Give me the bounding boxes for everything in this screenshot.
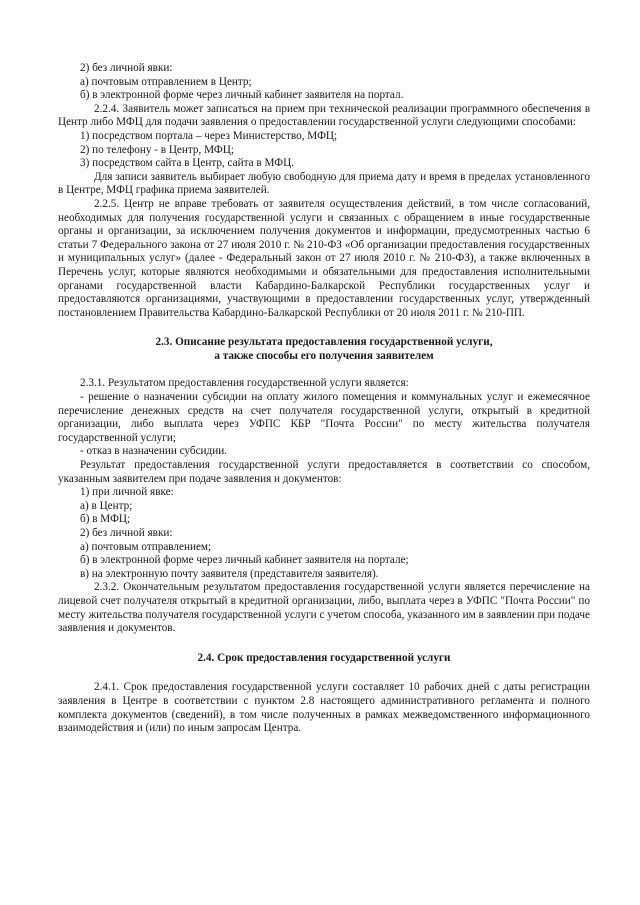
paragraph: Для записи заявитель выбирает любую свободную для приема дату и время в пределах установленного в Центре, МФЦ графика приема заявителей. [58, 170, 590, 197]
paragraph: 2.3.2. Окончательным результатом предоставления государственной услуги является перечисление на лицевой счет получателя открытый в кредитной организации, либо, выплата через в УФПС "Почта России" по месту жительства получателя государственной услуги с учетом способа, указанного им в заявлении при подаче заявления и документов. [58, 581, 590, 635]
paragraph: 2.2.5. Центр не вправе требовать от заявителя осуществления действий, в том числе согласований, необходимых для получения государственной услуги и связанных с обращением в иные государственные органы и организации, за исключением получения документов и информации, предусмотренных частью 6 статьи 7 Федерального закона от 27 июля 2010 г. № 210-ФЗ «Об организации предоставления государственных и муниципальных услуг» (далее - Федеральный закон от 27 июля 2010 г. № 210-ФЗ), а также включенных в Перечень услуг, которые являются необходимыми и обязательными для предоставления исполнительными органами государственной власти Кабардино-Балкарской Республики государственных услуг и предоставляются организациями, участвующими в предоставлении государственных услуг, утвержденный постановлением Правительства Кабардино-Балкарской Республики от 20 июля 2011 г. № 210-ПП. [58, 197, 590, 319]
paragraph: 2) по телефону - в Центр, МФЦ; [80, 143, 234, 156]
section-heading: 2.4. Срок предоставления государственной услуги [197, 651, 451, 664]
section-heading: 2.3. Описание результата предоставления государственной услуги, [155, 336, 493, 349]
paragraph: б) в электронной форме через личный кабинет заявителя на портале; [80, 554, 409, 567]
paragraph: в) на электронную почту заявителя (представителя заявителя). [80, 567, 379, 580]
spacer [58, 665, 590, 681]
paragraph: 1) при личной явке: [80, 486, 174, 499]
paragraph: б) в электронной форме через личный кабинет заявителя на портал. [80, 89, 404, 102]
paragraph: 2) без личной явки: [80, 527, 173, 539]
paragraph: 2.2.4. Заявитель может записаться на прием при технической реализации программного обеспечения в Центр либо МФЦ для подачи заявления о предоставлении государственной услуги следующими способами: [58, 102, 590, 129]
paragraph: 2.3.1. Результатом предоставления государственной услуги является: [80, 377, 409, 390]
paragraph: 1) посредством портала – через Министерство, МФЦ; [80, 129, 338, 142]
paragraph: 2) без личной явки: [80, 62, 173, 74]
spacer [58, 363, 590, 377]
spacer [58, 636, 590, 652]
paragraph: Результат предоставления государственной услуги предоставляется в соответствии со способом, указанным заявителем при подаче заявления и документов: [58, 459, 590, 485]
paragraph: а) почтовым отправлением; [80, 540, 212, 553]
document-body [58, 62, 590, 736]
paragraph: - решение о назначении субсидии на оплату жилого помещения и коммунальных услуг и ежемесячное перечисление денежных средств на счет получателя государственной услуги, открытый в кредитной организации, либо выплата через УФПС КБР "Почта России" по месту жительства получателя государственной услуги; [58, 391, 590, 444]
paragraph: б) в МФЦ; [80, 513, 131, 526]
paragraph: 3) посредством сайта в Центр, сайта в МФЦ. [80, 157, 294, 170]
paragraph: а) в Центр; [80, 499, 133, 512]
paragraph: - отказ в назначении субсидии. [80, 445, 227, 458]
section-heading: а также способы его получения заявителем [214, 349, 434, 362]
paragraph: 2.4.1. Срок предоставления государственной услуги составляет 10 рабочих дней с даты регистрации заявления в Центре в соответствии с пунктом 2.8 настоящего административного регламента и полного комплекта документов (сведений), в том числе полученных в рамках межведомственного информационного взаимодействия и (или) по иным запросам Центра. [58, 681, 590, 735]
paragraph: а) почтовым отправлением в Центр; [80, 75, 252, 88]
spacer [58, 320, 590, 336]
